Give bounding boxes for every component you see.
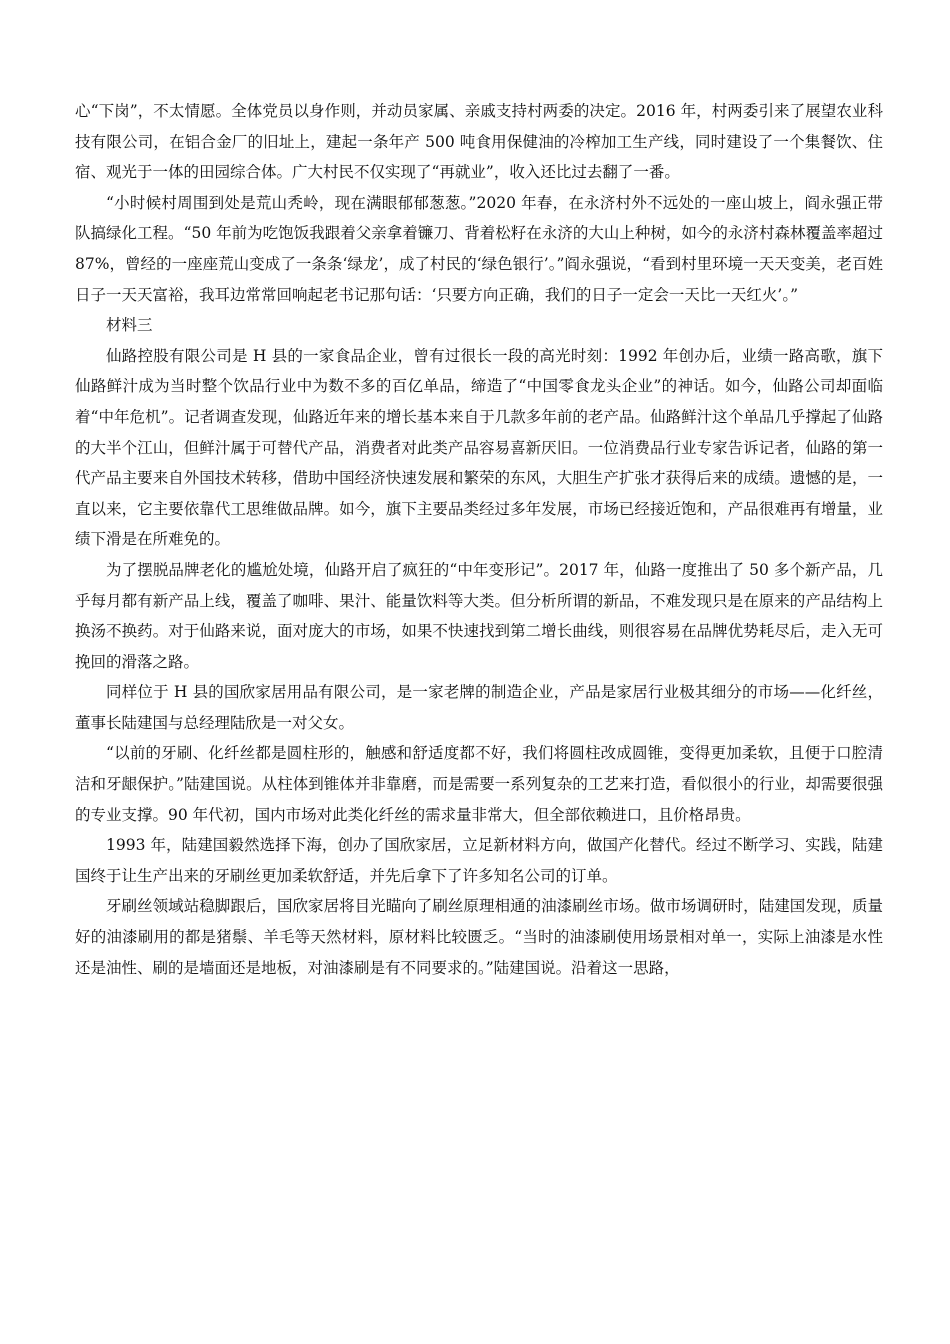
paragraph-1: 心“下岗”，不太情愿。全体党员以身作则，并动员家属、亲戚支持村两委的决定。2016 年，村两委引来了展望农业科技有限公司，在铝合金厂的旧址上，建起一条年产 500 吨食用保健油的冷榨加工生产线，同时建设了一个集餐饮、住宿、观光于一体的田园综合体。广大村民不仅实现了“再就业”，收入还比过去翻了一番。 [75,102,883,182]
paragraph-2: “小时候村周围到处是荒山秃岭，现在满眼郁郁葱葱。”2020 年春，在永济村外不远处的一座山坡上，阎永强正带队搞绿化工程。“50 年前为吃饱饭我跟着父亲拿着镰刀、背着松籽在永济的大山上种树，如今的永济村森林覆盖率超过 87%，曾经的一座座荒山变成了一条条‘绿龙’，成了村民的‘绿色银行’。”阎永强说，“看到村里环境一天天变美，老百姓日子一天天富裕，我耳边常常回响起老书记那句话：‘只要方向正确，我们的日子一定会一天比一天红火’。” [75,193,883,304]
document-body [75,96,883,983]
paragraph-5: 同样位于 H 县的国欣家居用品有限公司，是一家老牌的制造企业，产品是家居行业极其细分的市场——化纤丝，董事长陆建国与总经理陆欣是一对父女。 [75,683,883,732]
paragraph-8: 牙刷丝领域站稳脚跟后，国欣家居将目光瞄向了刷丝原理相通的油漆刷丝市场。做市场调研时，陆建国发现，质量好的油漆刷用的都是猪鬃、羊毛等天然材料，原材料比较匮乏。“当时的油漆刷使用场景相对单一，实际上油漆是水性还是油性、刷的是墙面还是地板，对油漆刷是有不同要求的。”陆建国说。沿着这一思路， [75,897,883,977]
paragraph-7: 1993 年，陆建国毅然选择下海，创办了国欣家居，立足新材料方向，做国产化替代。经过不断学习、实践，陆建国终于让生产出来的牙刷丝更加柔软舒适，并先后拿下了许多知名公司的订单。 [75,836,883,885]
section-heading-material-three: 材料三 [106,316,153,335]
paragraph-6: “以前的牙刷、化纤丝都是圆柱形的，触感和舒适度都不好，我们将圆柱改成圆锥，变得更加柔软，且便于口腔清洁和牙龈保护。”陆建国说。从柱体到锥体并非靠磨，而是需要一系列复杂的工艺来打造，看似很小的行业，却需要很强的专业支撑。90 年代初，国内市场对此类化纤丝的需求量非常大，但全部依赖进口，且价格昂贵。 [75,744,883,824]
paragraph-4: 为了摆脱品牌老化的尴尬处境，仙路开启了疯狂的“中年变形记”。2017 年，仙路一度推出了 50 多个新产品，几乎每月都有新产品上线，覆盖了咖啡、果汁、能量饮料等大类。但分析所谓的新品，不难发现只是在原来的产品结构上换汤不换药。对于仙路来说，面对庞大的市场，如果不快速找到第二增长曲线，则很容易在品牌优势耗尽后，走入无可挽回的滑落之路。 [75,560,883,671]
paragraph-3: 仙路控股有限公司是 H 县的一家食品企业，曾有过很长一段的高光时刻：1992 年创办后，业绩一路高歌，旗下仙路鲜汁成为当时整个饮品行业中为数不多的百亿单品，缔造了“中国零食龙头企业”的神话。如今，仙路公司却面临着“中年危机”。记者调查发现，仙路近年来的增长基本来自于几款多年前的老产品。仙路鲜汁这个单品几乎撑起了仙路的大半个江山，但鲜汁属于可替代产品，消费者对此类产品容易喜新厌旧。一位消费品行业专家告诉记者，仙路的第一代产品主要来自外国技术转移，借助中国经济快速发展和繁荣的东风，大胆生产扩张才获得后来的成绩。遗憾的是，一直以来，它主要依靠代工思维做品牌。如今，旗下主要品类经过多年发展，市场已经接近饱和，产品很难再有增量，业绩下滑是在所难免的。 [75,346,883,549]
